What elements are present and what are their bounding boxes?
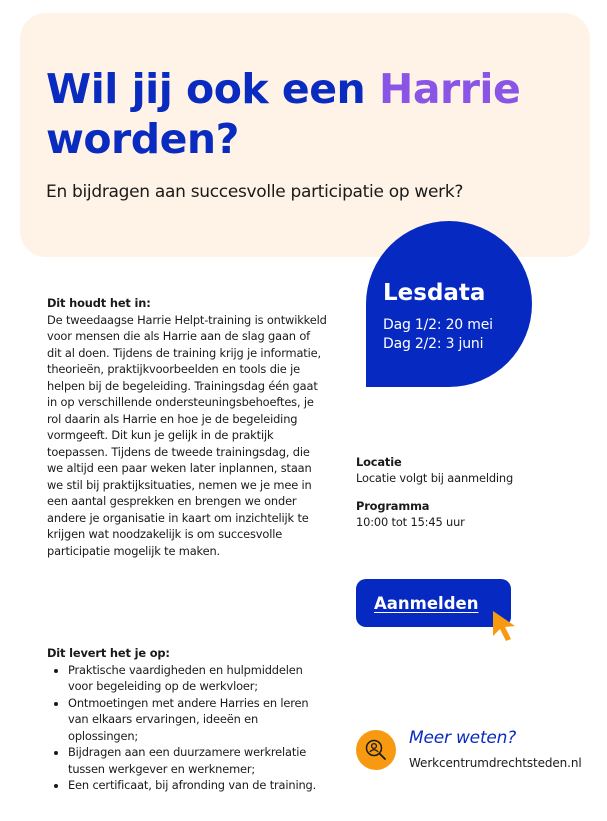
website-link[interactable]: Werkcentrumdrechtsteden.nl bbox=[409, 756, 582, 770]
headline-part1: Wil jij ook een bbox=[46, 65, 379, 113]
program-value: 10:00 tot 15:45 uur bbox=[356, 515, 465, 529]
headline-accent: Harrie bbox=[379, 65, 521, 113]
more-info-title: Meer weten? bbox=[409, 728, 517, 748]
search-person-icon bbox=[356, 730, 396, 770]
intro-heading: Dit houdt het in: bbox=[47, 296, 151, 310]
subtitle: En bijdragen aan succesvolle participatie op werk? bbox=[46, 182, 464, 202]
lesdata-title: Lesdata bbox=[383, 280, 486, 306]
location-label: Locatie bbox=[356, 455, 402, 469]
cursor-arrow-icon bbox=[490, 609, 518, 643]
program-label: Programma bbox=[356, 499, 430, 513]
benefits-list bbox=[47, 662, 327, 794]
lesdata-day-1: Dag 1/2: 20 mei bbox=[383, 317, 493, 333]
benefit-item: • Bijdragen aan een duurzamere werkrelatie tussen werkgever en werknemer; bbox=[68, 744, 327, 777]
benefit-item: • Een certificaat, bij afronding van de training. bbox=[68, 777, 327, 794]
benefit-item: • Praktische vaardigheden en hulpmiddelen voor begeleiding op de werkvloer; bbox=[68, 662, 327, 695]
location-info bbox=[356, 454, 576, 486]
program-info bbox=[356, 498, 576, 530]
benefit-item: • Ontmoetingen met andere Harries en leren van elkaars ervaringen, ideeën en oplossingen; bbox=[68, 695, 327, 745]
headline-part2: worden? bbox=[46, 115, 239, 163]
lesdata-day-2: Dag 2/2: 3 juni bbox=[383, 336, 484, 352]
benefits-heading: Dit levert het je op: bbox=[47, 646, 170, 660]
benefits-section bbox=[47, 645, 327, 794]
register-button[interactable] bbox=[356, 579, 511, 627]
intro-section bbox=[47, 295, 327, 559]
headline bbox=[46, 64, 566, 164]
intro-body: De tweedaagse Harrie Helpt-training is ontwikkeld voor mensen die als Harrie aan de slag gaan of dit al doen. Tijdens de training krijg je informatie, theorieën, praktijkvoorbeelden en tools die je helpen bij de begeleiding. Trainingsdag één gaat in op verschillende ondersteuningsbehoeftes, je rol daarin als Harrie en hoe je de begeleiding vormgeeft. Dit kun je gelijk in de praktijk toepassen. Tijdens de tweede trainingsdag, die we altijd een paar weken later inplannen, staan we stil bij praktijksituaties, nemen we je mee in een aantal gesprekken en brengen we onder andere je organisatie in kaart om inzichtelijk te krijgen wat noodzakelijk is om succesvolle participatie mogelijk te maken. bbox=[47, 312, 327, 558]
location-value: Locatie volgt bij aanmelding bbox=[356, 471, 514, 485]
register-label: Aanmelden bbox=[374, 593, 479, 613]
